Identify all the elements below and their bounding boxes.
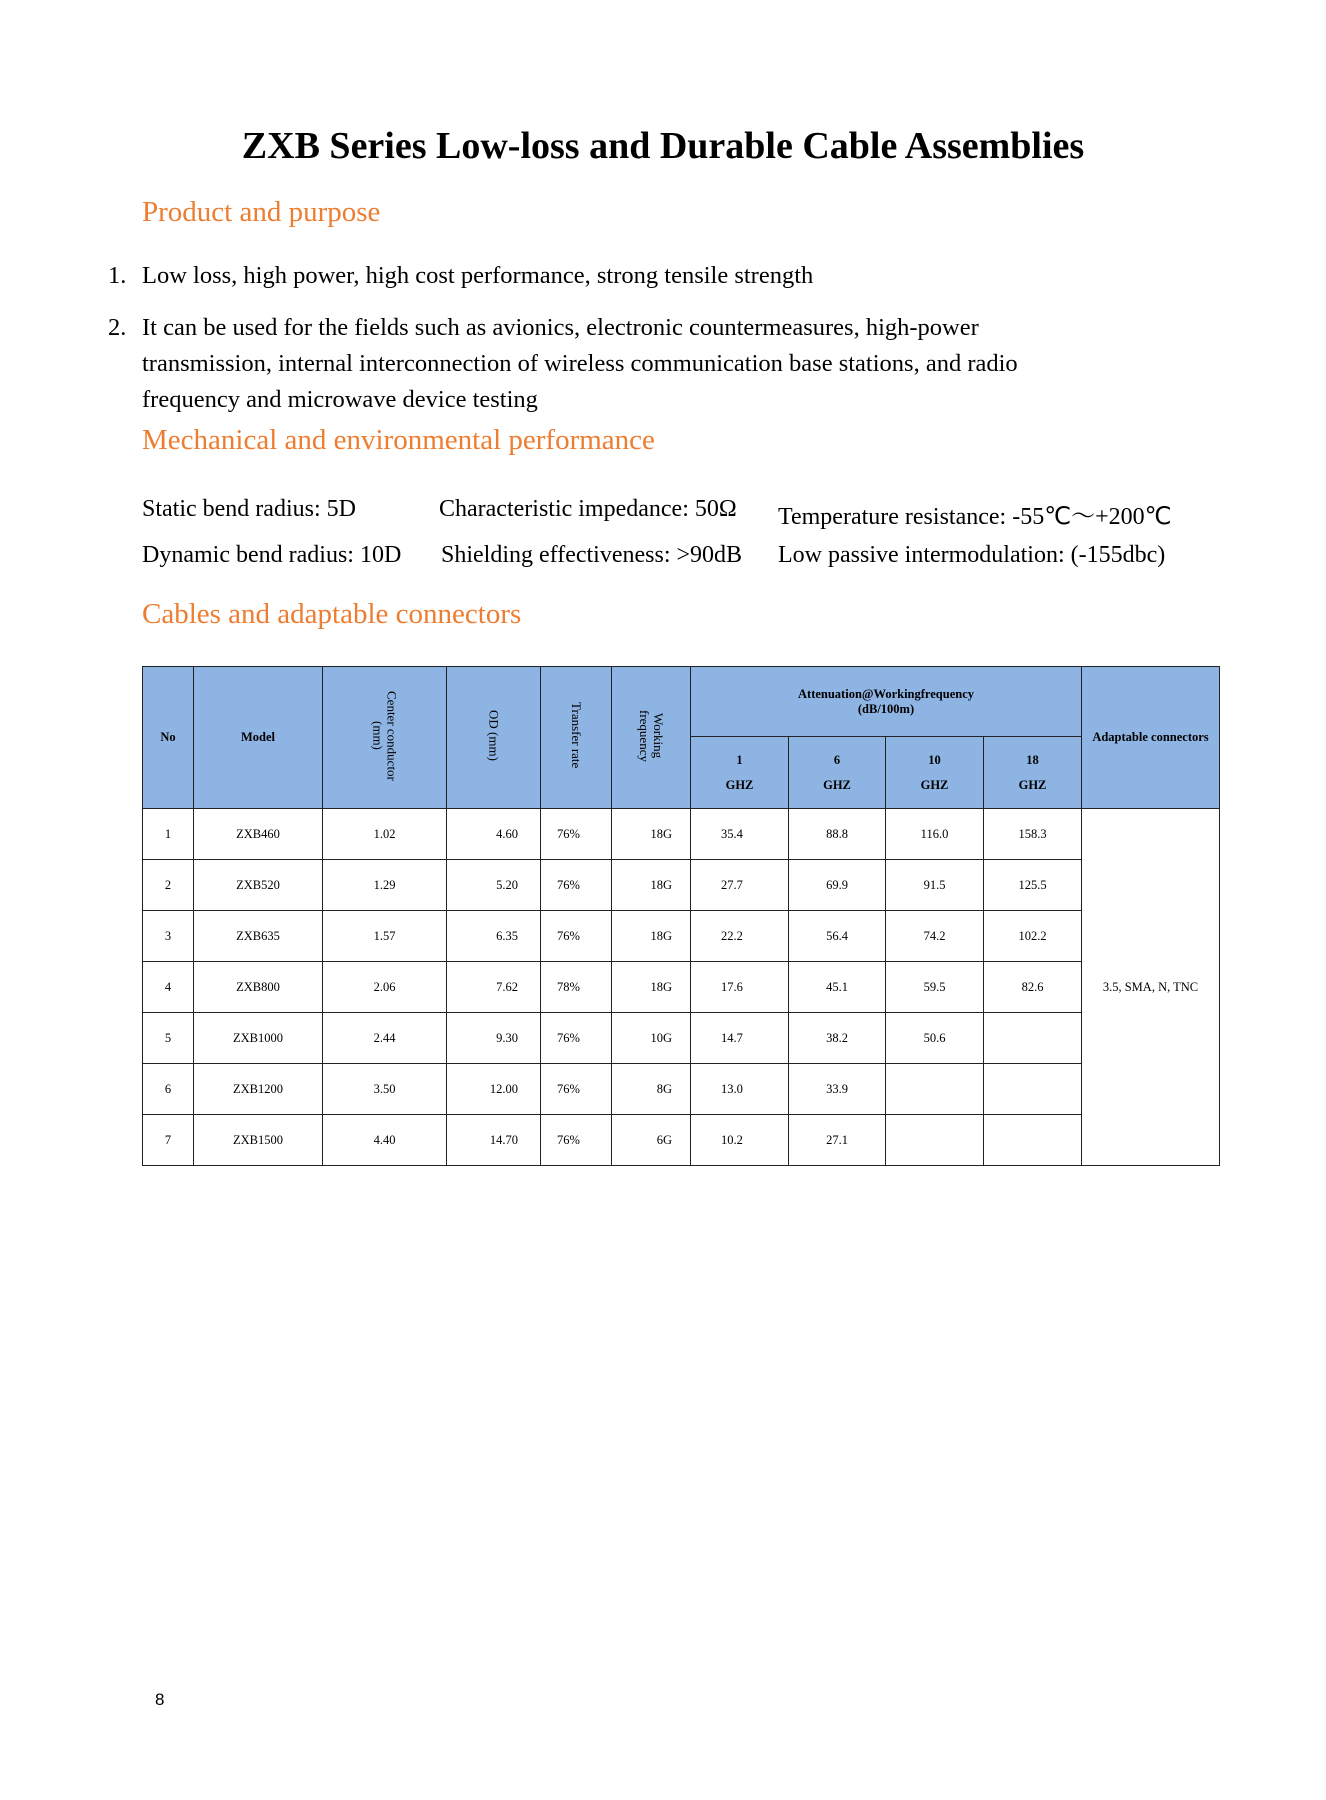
cell-working: 18G (612, 809, 691, 860)
list-item-text: It can be used for the fields such as avionics, electronic countermeasures, high-power transmission, internal interconnection of wireless communication base stations, and radio frequency and microwave device testing (142, 314, 1018, 413)
cell-att-18 (984, 1064, 1082, 1115)
table-row (143, 1064, 1220, 1115)
header-working-frequency-label: Working frequency (637, 709, 666, 762)
purpose-list (100, 258, 1100, 418)
cell-model: ZXB1000 (194, 1013, 323, 1064)
cell-transfer: 76% (541, 1013, 612, 1064)
cell-transfer: 76% (541, 1064, 612, 1115)
header-no: No (143, 667, 194, 809)
cell-od: 14.70 (447, 1115, 541, 1166)
table-row (143, 1013, 1220, 1064)
spec-temperature: Temperature resistance: -55℃～+200℃ (778, 504, 1172, 530)
cell-center: 2.06 (323, 962, 447, 1013)
page-number: 8 (155, 1690, 165, 1709)
cell-att-6: 27.1 (789, 1115, 886, 1166)
cell-od: 5.20 (447, 860, 541, 911)
header-adaptable-connectors: Adaptable connectors (1082, 667, 1220, 809)
cell-att-6: 45.1 (789, 962, 886, 1013)
freq-value: 6 (833, 752, 841, 767)
header-working-frequency (612, 667, 691, 809)
cell-model: ZXB460 (194, 809, 323, 860)
cell-att-18: 158.3 (984, 809, 1082, 860)
cell-od: 7.62 (447, 962, 541, 1013)
header-attenuation (691, 667, 1082, 737)
header-freq-10 (886, 737, 984, 809)
cell-att-6: 69.9 (789, 860, 886, 911)
cell-att-10 (886, 1115, 984, 1166)
cell-att-10: 116.0 (886, 809, 984, 860)
cell-center: 1.02 (323, 809, 447, 860)
cell-att-1: 27.7 (691, 860, 789, 911)
cell-model: ZXB800 (194, 962, 323, 1013)
cables-table (142, 666, 1220, 1166)
header-model: Model (194, 667, 323, 809)
page-title: ZXB Series Low-loss and Durable Cable Assemblies (241, 125, 1085, 167)
cell-center: 4.40 (323, 1115, 447, 1166)
cell-att-6: 33.9 (789, 1064, 886, 1115)
cell-no: 5 (143, 1013, 194, 1064)
header-attenuation-title: Attenuation@Workingfrequency (798, 686, 974, 701)
cell-no: 3 (143, 911, 194, 962)
cell-att-10: 74.2 (886, 911, 984, 962)
cell-att-1: 10.2 (691, 1115, 789, 1166)
cell-working: 18G (612, 860, 691, 911)
cell-att-1: 17.6 (691, 962, 789, 1013)
freq-value: 10 (928, 752, 941, 767)
list-item-number: 2. (108, 314, 127, 341)
cell-no: 4 (143, 962, 194, 1013)
cell-transfer: 78% (541, 962, 612, 1013)
section-heading-mechanical: Mechanical and environmental performance (142, 424, 655, 456)
cell-att-18: 125.5 (984, 860, 1082, 911)
cell-att-6: 56.4 (789, 911, 886, 962)
cell-transfer: 76% (541, 911, 612, 962)
spec-static-bend: Static bend radius: 5D (142, 496, 356, 522)
section-heading-product: Product and purpose (142, 196, 381, 228)
cell-working: 8G (612, 1064, 691, 1115)
freq-unit: GHZ (823, 777, 851, 792)
cell-att-6: 88.8 (789, 809, 886, 860)
cell-od: 12.00 (447, 1064, 541, 1115)
list-item-text: Low loss, high power, high cost performance, strong tensile strength (142, 262, 814, 289)
cell-att-10 (886, 1064, 984, 1115)
cell-no: 6 (143, 1064, 194, 1115)
cell-att-1: 22.2 (691, 911, 789, 962)
cell-center: 1.57 (323, 911, 447, 962)
cell-center: 3.50 (323, 1064, 447, 1115)
cell-no: 2 (143, 860, 194, 911)
freq-unit: GHZ (725, 777, 754, 792)
cell-att-10: 59.5 (886, 962, 984, 1013)
table-row (143, 911, 1220, 962)
freq-unit: GHZ (920, 777, 949, 792)
cell-working: 6G (612, 1115, 691, 1166)
cell-od: 4.60 (447, 809, 541, 860)
cell-model: ZXB635 (194, 911, 323, 962)
list-item-number: 1. (108, 262, 127, 289)
cell-att-6: 38.2 (789, 1013, 886, 1064)
cell-center: 2.44 (323, 1013, 447, 1064)
header-od (447, 667, 541, 809)
header-transfer-rate (541, 667, 612, 809)
list-item (100, 310, 1100, 418)
freq-value: 18 (1026, 752, 1039, 767)
spec-impedance: Characteristic impedance: 50Ω (439, 496, 737, 522)
header-attenuation-unit: (dB/100m) (857, 701, 915, 716)
freq-unit: GHZ (1018, 777, 1047, 792)
header-center-conductor (323, 667, 447, 809)
cell-att-1: 35.4 (691, 809, 789, 860)
cell-working: 10G (612, 1013, 691, 1064)
spec-dynamic-bend: Dynamic bend radius: 10D (142, 542, 402, 568)
cell-working: 18G (612, 962, 691, 1013)
table-row (143, 962, 1220, 1013)
header-freq-1 (691, 737, 789, 809)
cell-att-18 (984, 1115, 1082, 1166)
header-freq-6 (789, 737, 886, 809)
cell-transfer: 76% (541, 860, 612, 911)
cell-att-1: 13.0 (691, 1064, 789, 1115)
header-center-conductor-label: Center conductor (mm) (370, 690, 400, 781)
cell-no: 7 (143, 1115, 194, 1166)
spec-pim: Low passive intermodulation: (-155dbc) (778, 542, 1166, 568)
cell-att-10: 50.6 (886, 1013, 984, 1064)
cell-att-18: 102.2 (984, 911, 1082, 962)
cell-center: 1.29 (323, 860, 447, 911)
cell-no: 1 (143, 809, 194, 860)
header-freq-18 (984, 737, 1082, 809)
cell-att-10: 91.5 (886, 860, 984, 911)
cell-od: 9.30 (447, 1013, 541, 1064)
section-heading-cables: Cables and adaptable connectors (142, 598, 522, 630)
cell-att-1: 14.7 (691, 1013, 789, 1064)
table-row (143, 860, 1220, 911)
cell-transfer: 76% (541, 809, 612, 860)
cell-od: 6.35 (447, 911, 541, 962)
cell-connectors: 3.5, SMA, N, TNC (1082, 809, 1220, 1166)
list-item (100, 258, 1100, 294)
cell-model: ZXB1200 (194, 1064, 323, 1115)
cell-att-18: 82.6 (984, 962, 1082, 1013)
cell-working: 18G (612, 911, 691, 962)
cell-model: ZXB520 (194, 860, 323, 911)
header-od-label: OD (mm) (486, 710, 502, 761)
cell-att-18 (984, 1013, 1082, 1064)
spec-shielding: Shielding effectiveness: >90dB (441, 542, 743, 568)
cell-transfer: 76% (541, 1115, 612, 1166)
freq-value: 1 (736, 752, 743, 767)
table-row (143, 809, 1220, 860)
header-transfer-rate-label: Transfer rate (569, 702, 584, 769)
table-row (143, 1115, 1220, 1166)
cell-model: ZXB1500 (194, 1115, 323, 1166)
